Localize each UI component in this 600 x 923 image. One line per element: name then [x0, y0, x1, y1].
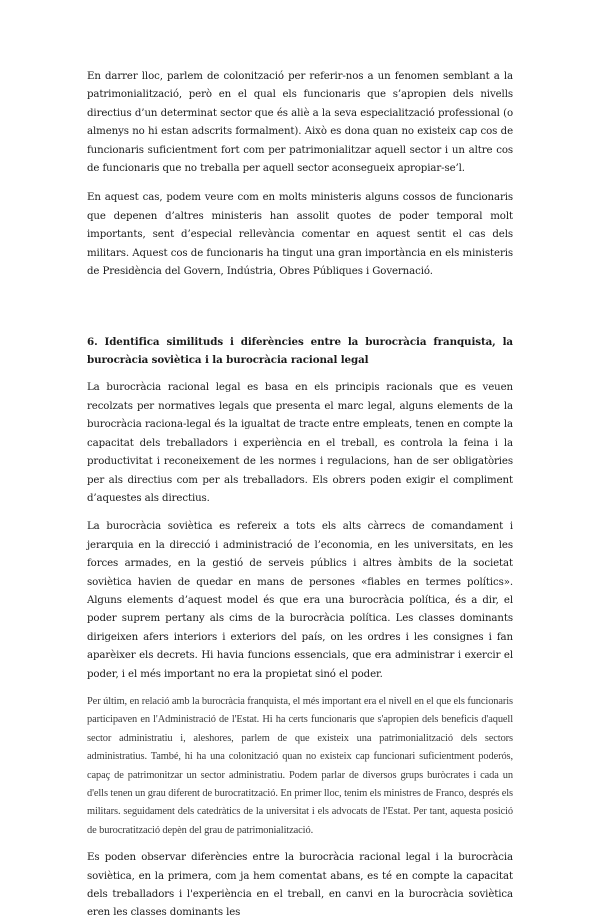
paragraph-burocracia-franquista: Per últim, en relació amb la burocràcia franquista, el més important era el nivell en el que els funcionaris participaven en l'Administració de l'Estat. Hi ha certs funcionaris que s'apropien dels beneficis d'aquell sector administratiu i, aleshores, parlem de que existeix una patrimonialització dels sectors administratius. També, hi ha una colonització quan no existeix cap funcionari suficientment poderós, capaç de patrimonitzar un sector administratiu. Podem parlar de diversos grups buròcrates i cada un d'ells tenen un grau diferent de burocratització. En primer lloc, tenim els ministres de Franco, després els militars. seguidament dels catedràtics de la universitat i els advocats de l'Estat. Per tant, aquesta posició de burocratització depèn del grau de patrimonialització. — [87, 695, 513, 836]
section-heading: 6. Identifica similituds i diferències entre la burocràcia franquista, la burocràcia soviètica i la burocràcia racional legal — [87, 336, 513, 367]
paragraph-ministeris: En aquest cas, podem veure com en molts ministeris alguns cossos de funcionaris que depenen d’altres ministeris han assolit quotes de poder temporal molt importants, sent d’especial rellevància comentar en aquest sentit el cas dels militars. Aquest cos de funcionaris ha tingut una gran importància en els ministeris de Presidència del Govern, Indústria, Obres Públiques i Governació. — [87, 192, 513, 278]
paragraph-burocracia-sovietica: La burocràcia soviètica es refereix a tots els alts càrrecs de comandament i jerarquia en la direcció i administració de l’economia, en les universitats, en les forces armades, en la gestió de serveis públics i altres àmbits de la societat soviètica havien de quedar en mans de persones «fiables en termes polítics». Alguns elements d’aquest model és que era una burocràcia política, és a dir, el poder suprem pertany als cims de la burocràcia política. Les classes dominants dirigeixen afers interiors i exteriors del país, on les ordres i les consignes i fan aparèixer els decrets. Hi havia funcions essencials, que era administrar i exercir el poder, i el més important no era la propietat sinó el poder. — [87, 521, 513, 680]
paragraph-colonitzacio: En darrer lloc, parlem de colonització per referir-nos a un fenomen semblant a la patrimonialització, però en el qual els funcionaris que s’apropien dels nivells directius d’un determinat sector que és aliè a la seva especialització professional (o almenys no hi estan adscrits formalment). Això es dona quan no existeix cap cos de funcionaris suficientment fort com per patrimonialitzar aquell sector i un altre cos de funcionaris que no treballa per aquell sector aconsegueix apropiar-se’l. — [87, 71, 513, 175]
paragraph-burocracia-racional-legal: La burocràcia racional legal es basa en els principis racionals que es veuen recolzats per normatives legals que presenta el marc legal, alguns elements de la burocràcia raciona-legal és la igualtat de tracte entre empleats, tenen en compte la capacitat dels treballadors i experiència en el treball, es controla la feina i la productivitat i reconeixement de les normes i regulacions, han de ser obligatòries per als directius com per als treballadors. Els obrers poden exigir el compliment d’aquestes als directius. — [87, 382, 513, 504]
paragraph-diferencies: Es poden observar diferències entre la burocràcia racional legal i la burocràcia soviètica, en la primera, com ja hem comentat abans, es té en compte la capacitat dels treballadors i l'experiència en el treball, en canvi en la burocràcia soviètica eren les classes dominants les — [87, 852, 513, 919]
